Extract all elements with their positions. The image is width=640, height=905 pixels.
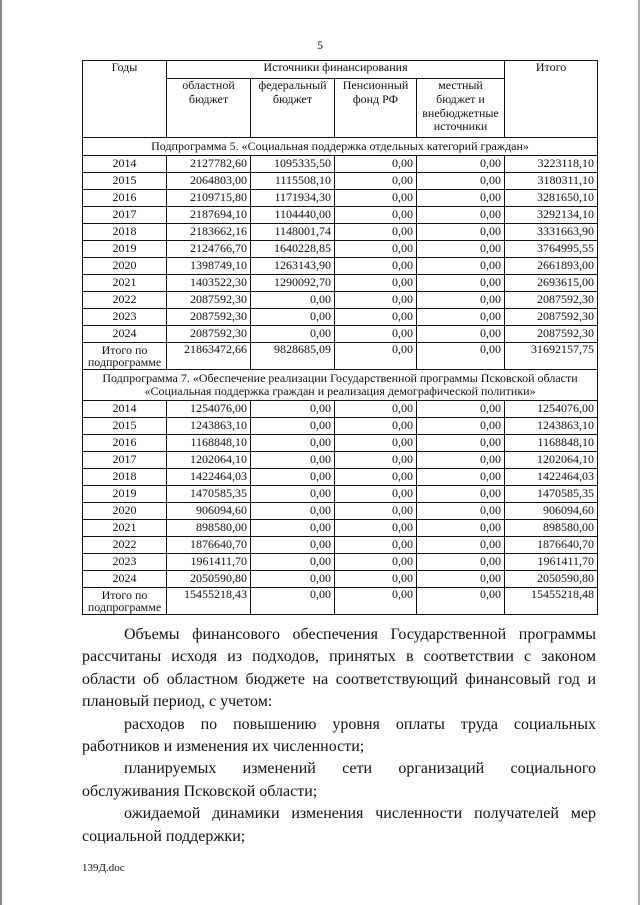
cell-local: 0,00	[417, 292, 505, 309]
cell-local: 0,00	[417, 275, 505, 292]
header-local-budget: местный бюджет и внебюджетные источники	[417, 79, 505, 138]
cell-total: 2087592,30	[505, 326, 598, 343]
cell-local: 0,00	[417, 418, 505, 435]
cell-pension: 0,00	[335, 275, 417, 292]
cell-pension: 0,00	[335, 224, 417, 241]
cell-total: 3292134,10	[505, 207, 598, 224]
cell-total: 2661893,00	[505, 258, 598, 275]
cell-local: 0,00	[417, 156, 505, 173]
cell-pension: 0,00	[335, 418, 417, 435]
cell-federal: 0,00	[251, 554, 335, 571]
cell-year: 2024	[83, 326, 167, 343]
cell-federal: 1263143,90	[251, 258, 335, 275]
cell-pension: 0,00	[335, 452, 417, 469]
cell-pension: 0,00	[335, 435, 417, 452]
cell-regional: 2064803,00	[167, 173, 251, 190]
cell-total: 3180311,10	[505, 173, 598, 190]
cell-year: 2016	[83, 435, 167, 452]
total-local: 0,00	[417, 588, 505, 615]
cell-pension: 0,00	[335, 520, 417, 537]
table-row	[83, 326, 598, 343]
table-row	[83, 571, 598, 588]
cell-pension: 0,00	[335, 258, 417, 275]
cell-local: 0,00	[417, 326, 505, 343]
cell-federal: 0,00	[251, 571, 335, 588]
cell-federal: 0,00	[251, 469, 335, 486]
cell-regional: 1876640,70	[167, 537, 251, 554]
cell-pension: 0,00	[335, 326, 417, 343]
table-row	[83, 401, 598, 418]
subprogram-5-body	[83, 138, 598, 370]
cell-total: 1254076,00	[505, 401, 598, 418]
cell-year: 2020	[83, 258, 167, 275]
paragraph-3: планируемых изменений сети организаций социального обслуживания Псковской области;	[82, 760, 596, 800]
header-years: Годы	[83, 61, 167, 138]
total-pension: 0,00	[335, 343, 417, 370]
cell-local: 0,00	[417, 241, 505, 258]
cell-year: 2017	[83, 452, 167, 469]
cell-local: 0,00	[417, 486, 505, 503]
cell-total: 1961411,70	[505, 554, 598, 571]
cell-total: 2087592,30	[505, 292, 598, 309]
header-regional-budget: областной бюджет	[167, 79, 251, 138]
cell-year: 2024	[83, 571, 167, 588]
cell-local: 0,00	[417, 452, 505, 469]
subprogram-5-title: Подпрограмма 5. «Социальная поддержка отдельных категорий граждан»	[83, 138, 598, 156]
total-regional: 21863472,66	[167, 343, 251, 370]
cell-year: 2021	[83, 275, 167, 292]
cell-regional: 2087592,30	[167, 292, 251, 309]
total-label: Итого по подпрограмме	[83, 588, 167, 615]
cell-total: 3223118,10	[505, 156, 598, 173]
cell-federal: 0,00	[251, 418, 335, 435]
cell-year: 2016	[83, 190, 167, 207]
subprogram-7-title: Подпрограмма 7. «Обеспечение реализации Государственной программы Псковской области «Социальная поддержка граждан и реализация демографической политики»	[83, 370, 598, 401]
header-pension-fund: Пенсионный фонд РФ	[335, 79, 417, 138]
cell-regional: 1243863,10	[167, 418, 251, 435]
cell-pension: 0,00	[335, 401, 417, 418]
cell-total: 898580,00	[505, 520, 598, 537]
cell-federal: 1104440,00	[251, 207, 335, 224]
table-row	[83, 418, 598, 435]
total-local: 0,00	[417, 343, 505, 370]
cell-year: 2015	[83, 418, 167, 435]
cell-local: 0,00	[417, 207, 505, 224]
cell-total: 2050590,80	[505, 571, 598, 588]
table-row	[83, 452, 598, 469]
cell-year: 2017	[83, 207, 167, 224]
total-federal: 9828685,09	[251, 343, 335, 370]
header-sources: Источники финансирования	[167, 61, 505, 79]
table-row	[83, 173, 598, 190]
cell-pension: 0,00	[335, 207, 417, 224]
cell-regional: 2109715,80	[167, 190, 251, 207]
cell-year: 2018	[83, 469, 167, 486]
cell-pension: 0,00	[335, 156, 417, 173]
table-row	[83, 554, 598, 571]
paragraph-1: Объемы финансового обеспечения Государственной программы рассчитаны исходя из подходов, принятых в соответствии с законом области об областном бюджете на соответствующий финансовый год и плановый период, с учетом:	[82, 626, 596, 711]
cell-local: 0,00	[417, 520, 505, 537]
cell-local: 0,00	[417, 190, 505, 207]
table-total-row	[83, 343, 598, 370]
cell-federal: 1148001,74	[251, 224, 335, 241]
cell-federal: 1171934,30	[251, 190, 335, 207]
cell-year: 2022	[83, 292, 167, 309]
cell-total: 3764995,55	[505, 241, 598, 258]
table-row	[83, 258, 598, 275]
cell-federal: 1095335,50	[251, 156, 335, 173]
cell-regional: 1202064,10	[167, 452, 251, 469]
cell-pension: 0,00	[335, 241, 417, 258]
cell-federal: 0,00	[251, 292, 335, 309]
cell-regional: 1470585,35	[167, 486, 251, 503]
cell-total: 1876640,70	[505, 537, 598, 554]
table-row	[83, 537, 598, 554]
cell-federal: 0,00	[251, 452, 335, 469]
cell-local: 0,00	[417, 173, 505, 190]
cell-regional: 1398749,10	[167, 258, 251, 275]
total-regional: 15455218,43	[167, 588, 251, 615]
cell-regional: 2127782,60	[167, 156, 251, 173]
table-total-row	[83, 588, 598, 615]
table-row	[83, 275, 598, 292]
cell-federal: 0,00	[251, 326, 335, 343]
cell-regional: 1254076,00	[167, 401, 251, 418]
cell-pension: 0,00	[335, 554, 417, 571]
cell-year: 2020	[83, 503, 167, 520]
cell-regional: 2183662,16	[167, 224, 251, 241]
table-row	[83, 292, 598, 309]
cell-regional: 2187694,10	[167, 207, 251, 224]
cell-pension: 0,00	[335, 503, 417, 520]
cell-federal: 1640228,85	[251, 241, 335, 258]
cell-pension: 0,00	[335, 173, 417, 190]
page-number: 5	[317, 38, 323, 52]
paragraph-2: расходов по повышению уровня оплаты труда социальных работников и изменения их численности;	[82, 715, 596, 756]
table-row	[83, 520, 598, 537]
cell-year: 2023	[83, 309, 167, 326]
cell-year: 2019	[83, 486, 167, 503]
total-federal: 0,00	[251, 588, 335, 615]
cell-federal: 0,00	[251, 520, 335, 537]
cell-regional: 2087592,30	[167, 326, 251, 343]
cell-year: 2021	[83, 520, 167, 537]
cell-total: 2087592,30	[505, 309, 598, 326]
cell-regional: 906094,60	[167, 503, 251, 520]
cell-year: 2014	[83, 156, 167, 173]
cell-total: 3331663,90	[505, 224, 598, 241]
cell-pension: 0,00	[335, 571, 417, 588]
total-total: 15455218,48	[505, 588, 598, 615]
total-label: Итого по подпрограмме	[83, 343, 167, 370]
cell-regional: 898580,00	[167, 520, 251, 537]
cell-year: 2019	[83, 241, 167, 258]
total-total: 31692157,75	[505, 343, 598, 370]
cell-regional: 2124766,70	[167, 241, 251, 258]
cell-total: 1243863,10	[505, 418, 598, 435]
cell-local: 0,00	[417, 571, 505, 588]
cell-pension: 0,00	[335, 469, 417, 486]
cell-local: 0,00	[417, 309, 505, 326]
total-pension: 0,00	[335, 588, 417, 615]
cell-federal: 0,00	[251, 435, 335, 452]
header-total: Итого	[505, 61, 598, 138]
scan-edge-left	[0, 0, 2, 905]
cell-regional: 2087592,30	[167, 309, 251, 326]
cell-federal: 1290092,70	[251, 275, 335, 292]
cell-year: 2014	[83, 401, 167, 418]
cell-total: 3281650,10	[505, 190, 598, 207]
cell-pension: 0,00	[335, 309, 417, 326]
cell-regional: 1168848,10	[167, 435, 251, 452]
cell-year: 2018	[83, 224, 167, 241]
cell-total: 906094,60	[505, 503, 598, 520]
footer-filename: 139Д.doc	[82, 862, 125, 874]
cell-pension: 0,00	[335, 190, 417, 207]
cell-local: 0,00	[417, 554, 505, 571]
cell-regional: 1422464,03	[167, 469, 251, 486]
table-row	[83, 503, 598, 520]
cell-local: 0,00	[417, 258, 505, 275]
cell-year: 2023	[83, 554, 167, 571]
table-row	[83, 207, 598, 224]
cell-local: 0,00	[417, 469, 505, 486]
paragraph-4: ожидаемой динамики изменения численности получателей мер социальной поддержки;	[82, 805, 596, 845]
cell-total: 2693615,00	[505, 275, 598, 292]
table-row	[83, 486, 598, 503]
cell-total: 1470585,35	[505, 486, 598, 503]
table-row	[83, 241, 598, 258]
cell-local: 0,00	[417, 224, 505, 241]
table-row	[83, 156, 598, 173]
header-federal-budget: федеральный бюджет	[251, 79, 335, 138]
subprogram-7-body	[83, 370, 598, 615]
cell-total: 1202064,10	[505, 452, 598, 469]
cell-regional: 1403522,30	[167, 275, 251, 292]
cell-federal: 0,00	[251, 309, 335, 326]
cell-pension: 0,00	[335, 292, 417, 309]
cell-federal: 0,00	[251, 486, 335, 503]
table-row	[83, 190, 598, 207]
table-row	[83, 224, 598, 241]
cell-federal: 1115508,10	[251, 173, 335, 190]
cell-pension: 0,00	[335, 537, 417, 554]
cell-regional: 1961411,70	[167, 554, 251, 571]
financing-table	[82, 60, 598, 615]
cell-total: 1422464,03	[505, 469, 598, 486]
cell-local: 0,00	[417, 537, 505, 554]
cell-federal: 0,00	[251, 537, 335, 554]
cell-federal: 0,00	[251, 503, 335, 520]
cell-total: 1168848,10	[505, 435, 598, 452]
cell-year: 2022	[83, 537, 167, 554]
table-row	[83, 309, 598, 326]
table-row	[83, 469, 598, 486]
table-row	[83, 435, 598, 452]
cell-federal: 0,00	[251, 401, 335, 418]
cell-year: 2015	[83, 173, 167, 190]
cell-local: 0,00	[417, 503, 505, 520]
cell-pension: 0,00	[335, 486, 417, 503]
body-text	[82, 624, 596, 848]
cell-local: 0,00	[417, 401, 505, 418]
cell-regional: 2050590,80	[167, 571, 251, 588]
cell-local: 0,00	[417, 435, 505, 452]
